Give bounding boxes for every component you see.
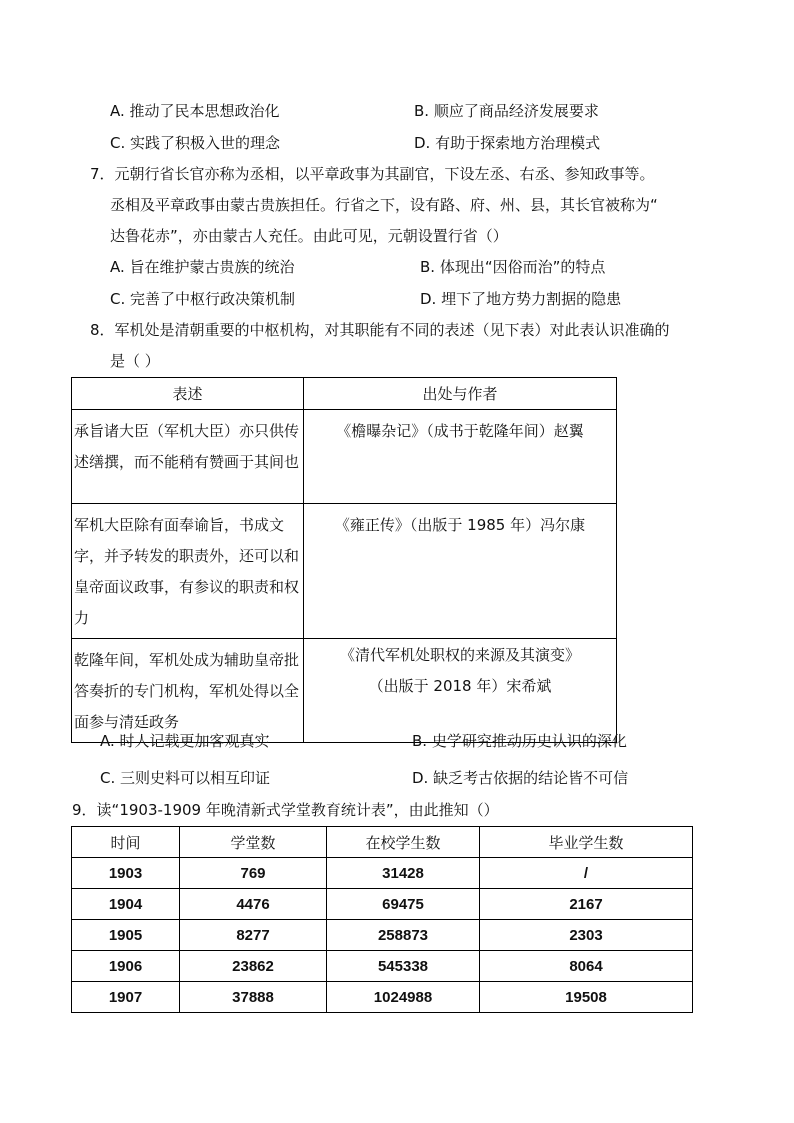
q9-cell: 8277 (180, 920, 327, 951)
q9-cell: 4476 (180, 889, 327, 920)
q9-cell: 1903 (72, 858, 180, 889)
q6-option-a: A. 推动了民本思想政治化 (110, 102, 280, 120)
q9-cell: 23862 (180, 951, 327, 982)
q9-cell: 8064 (480, 951, 693, 982)
q7-option-b: B. 体现出“因俗而治”的特点 (420, 258, 606, 276)
table-row (72, 889, 693, 920)
q8-row2-source: 《雍正传》（出版于 1985 年）冯尔康 (304, 504, 617, 639)
q8-row3-source-line1: 《清代军机处职权的来源及其演变》 (339, 646, 580, 664)
table-row (72, 410, 617, 504)
q8-row3-source-line2: （出版于 2018 年）宋希斌 (368, 677, 552, 695)
q9-table (71, 826, 693, 1013)
q6-option-c: C. 实践了积极入世的理念 (110, 134, 281, 152)
q8-header-desc: 表述 (72, 378, 304, 410)
table-row (72, 920, 693, 951)
q9-table-header-row (72, 827, 693, 858)
q8-row1-source: 《檐曝杂记》（成书于乾隆年间）赵翼 (304, 410, 617, 504)
q7-option-c: C. 完善了中枢行政决策机制 (110, 290, 296, 308)
q9-cell: 31428 (327, 858, 480, 889)
table-row (72, 982, 693, 1013)
q9-cell: 1907 (72, 982, 180, 1013)
q9-header-graduates: 毕业学生数 (480, 827, 693, 858)
q9-cell: 545338 (327, 951, 480, 982)
q8-stem-line2: 是（ ） (110, 352, 160, 370)
q7-stem-line1: 7．元朝行省长官亦称为丞相，以平章政事为其副官，下设左丞、右丞、参知政事等。 (90, 165, 655, 183)
q9-cell: 37888 (180, 982, 327, 1013)
q8-row3-source (304, 639, 617, 743)
q8-row3-desc: 乾隆年间，军机处成为辅助皇帝批答奏折的专门机构，军机处得以全面参与清廷政务 (72, 639, 304, 743)
table-row (72, 504, 617, 639)
q9-cell: 19508 (480, 982, 693, 1013)
q9-cell: 2303 (480, 920, 693, 951)
q9-cell: 1906 (72, 951, 180, 982)
q9-header-year: 时间 (72, 827, 180, 858)
q8-table-header-row (72, 378, 617, 410)
q9-cell: 2167 (480, 889, 693, 920)
q7-stem-line2: 丞相及平章政事由蒙古贵族担任。行省之下，设有路、府、州、县，其长官被称为“ (110, 196, 658, 214)
q9-header-schools: 学堂数 (180, 827, 327, 858)
q8-option-a: A. 时人记载更加客观真实 (100, 732, 270, 750)
q9-cell: 1904 (72, 889, 180, 920)
q9-cell: 69475 (327, 889, 480, 920)
q8-option-b: B. 史学研究推动历史认识的深化 (412, 732, 627, 750)
q8-table (71, 377, 617, 743)
q9-cell: 1905 (72, 920, 180, 951)
table-row (72, 639, 617, 743)
q9-cell: / (480, 858, 693, 889)
q7-option-d: D. 埋下了地方势力割据的隐患 (420, 290, 622, 308)
q9-stem: 9．读“1903-1909 年晚清新式学堂教育统计表”，由此推知（） (72, 801, 499, 819)
q8-row1-desc: 承旨诸大臣（军机大臣）亦只供传述缮撰，而不能稍有赞画于其间也 (72, 410, 304, 504)
q9-cell: 258873 (327, 920, 480, 951)
table-row (72, 951, 693, 982)
q9-cell: 769 (180, 858, 327, 889)
q8-option-d: D. 缺乏考古依据的结论皆不可信 (412, 769, 629, 787)
q8-row2-desc: 军机大臣除有面奉谕旨，书成文字，并予转发的职责外，还可以和皇帝面议政事，有参议的职责和权力 (72, 504, 304, 639)
q6-option-b: B. 顺应了商品经济发展要求 (414, 102, 599, 120)
q8-option-c: C. 三则史料可以相互印证 (100, 769, 271, 787)
q9-header-students: 在校学生数 (327, 827, 480, 858)
q7-option-a: A. 旨在维护蒙古贵族的统治 (110, 258, 295, 276)
q7-stem-line3: 达鲁花赤”，亦由蒙古人充任。由此可见，元朝设置行省（） (110, 227, 508, 245)
q8-stem-line1: 8．军机处是清朝重要的中枢机构，对其职能有不同的表述（见下表）对此表认识准确的 (90, 321, 670, 339)
q8-header-source: 出处与作者 (304, 378, 617, 410)
q6-option-d: D. 有助于探索地方治理模式 (414, 134, 601, 152)
q9-cell: 1024988 (327, 982, 480, 1013)
table-row (72, 858, 693, 889)
